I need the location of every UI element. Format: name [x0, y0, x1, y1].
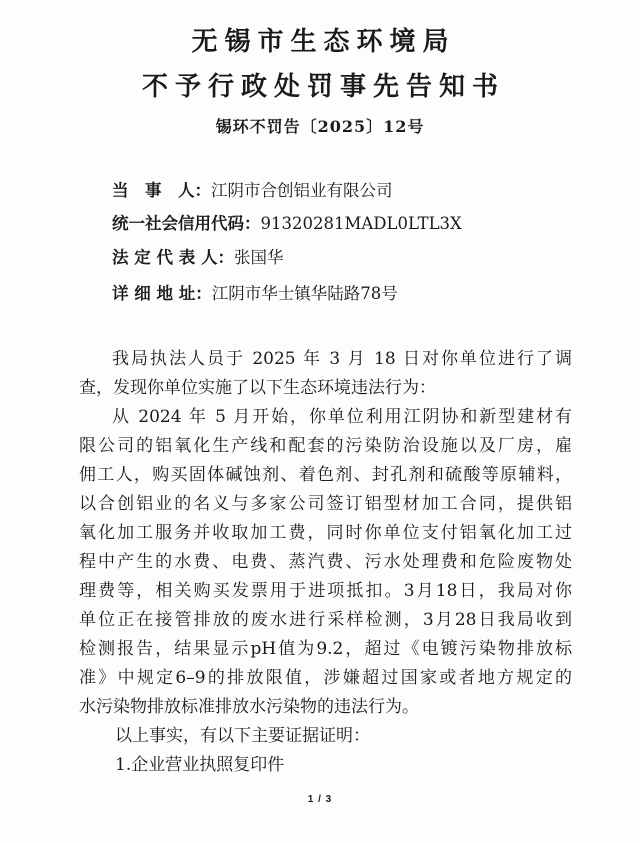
- party-name-label: 当 事 人：: [112, 181, 211, 200]
- document-title: 不予行政处罚事先告知书: [141, 72, 505, 102]
- body-line: 理费等，相关购买发票用于进项抵扣。3月18日，我局对你: [79, 581, 572, 601]
- party-name-value: 江阴市合创铝业有限公司: [211, 181, 393, 200]
- party-name-row: [112, 180, 393, 202]
- credit-code-label: 统一社会信用代码：: [112, 214, 261, 233]
- body-line: 我局执法人员于 2025 年 3 月 18 日对你单位进行了调: [112, 349, 572, 369]
- legal-rep-row: [112, 247, 283, 269]
- credit-code-row: [112, 213, 462, 235]
- body-line: 准》中规定6–9的排放限值，涉嫌超过国家或者地方规定的: [79, 668, 572, 688]
- legal-rep-label: 法 定 代 表 人：: [112, 248, 234, 267]
- body-line: 从 2024 年 5 月开始，你单位利用江阴协和新型建材有: [112, 407, 572, 427]
- agency-title: 无锡市生态环境局: [191, 27, 456, 57]
- body-line: 程中产生的水费、电费、蒸汽费、污水处理费和危险废物处: [79, 552, 572, 572]
- evidence-intro: 以上事实，有以下主要证据证明：: [115, 726, 370, 746]
- body-line: 水污染物排放标准排放水污染物的违法行为。: [79, 697, 419, 717]
- body-line: 限公司的铝氧化生产线和配套的污染防治设施以及厂房，雇: [79, 436, 572, 456]
- evidence-item: 1.企业营业执照复印件: [115, 755, 285, 775]
- document-number: 锡环不罚告〔2025〕12号: [215, 117, 425, 136]
- body-line: 以合创铝业的名义与多家公司签订铝型材加工合同，提供铝: [79, 494, 572, 514]
- address-value: 江阴市华士镇华陆路78号: [211, 284, 398, 303]
- body-line: 佣工人，购买固体碱蚀剂、着色剂、封孔剂和硫酸等原辅料，: [79, 465, 572, 485]
- legal-rep-value: 张国华: [233, 248, 284, 267]
- body-line: 氧化加工服务并收取加工费，同时你单位支付铝氧化加工过: [79, 523, 572, 543]
- credit-code-value: 91320281MADL0LTL3X: [260, 214, 462, 233]
- address-row: [112, 283, 398, 305]
- body-line: 单位正在接管排放的废水进行采样检测，3月28日我局收到: [79, 610, 572, 630]
- body-line: 查，发现你单位实施了以下生态环境违法行为：: [79, 378, 436, 398]
- address-label: 详 细 地 址：: [112, 284, 212, 303]
- page-number: 1 / 3: [307, 794, 333, 805]
- body-line: 检测报告，结果显示pH值为9.2，超过《电镀污染物排放标: [79, 639, 572, 659]
